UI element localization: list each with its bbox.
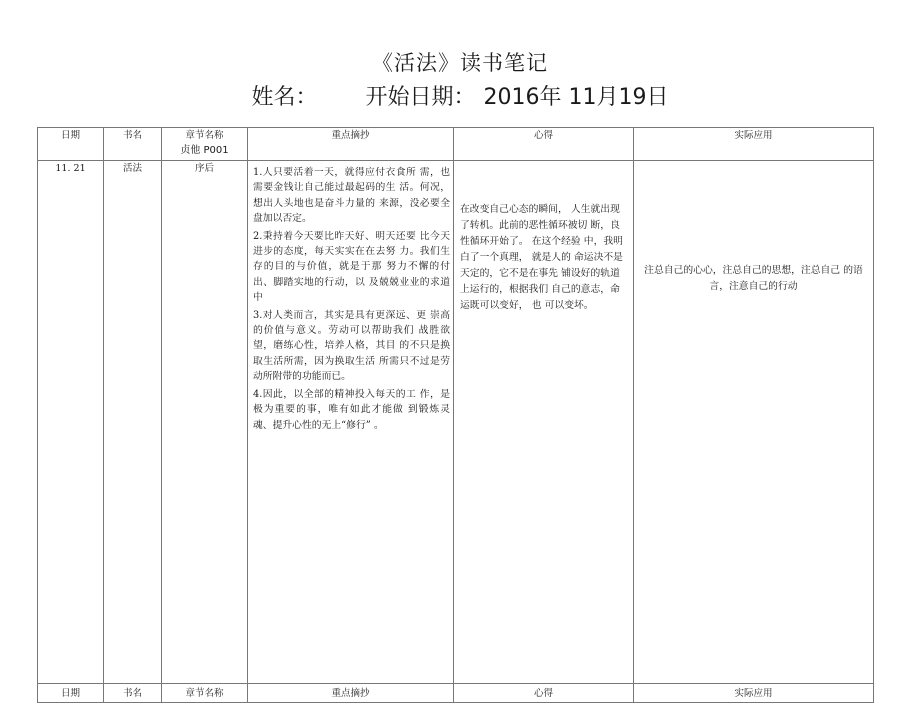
row-insight: 在改变自己心态的瞬间， 人生就出现了转机。此前的恶性循环被切 断，良性循环开始了。 在这个经验 中，我明白了一个真理， 就是人的 命运决不是天定的，它不是在事先 铺设好的轨道上运行的，根据我们 自己的意志，命运既可以变好， 也 可以变坏。 [454,161,634,684]
footer-header-insights: 心得 [454,684,634,703]
quote-item: 2.秉持着今天要比昨天好、明天还要 比今天进步的态度，每天实实在在去努 力。我们生存的目的与价值，就是于那 努力不懈的付出、脚踏实地的行动，以 及兢兢业业的求道中 [253,230,450,304]
footer-header-application: 实际应用 [634,684,874,703]
row-quotes [248,161,454,684]
header-book: 书名 [104,128,162,161]
document-info-line [0,80,920,111]
row-chapter: 序后 [162,161,248,684]
header-chapter-page: 贞他 P001 [180,145,229,156]
reading-notes-table [37,127,874,703]
table-row [38,161,874,684]
header-date: 日期 [38,128,104,161]
row-date: 11. 21 [38,161,104,684]
footer-header-quotes: 重点摘抄 [248,684,454,703]
header-chapter [162,128,248,161]
header-quotes: 重点摘抄 [248,128,454,161]
start-date-label: 开始日期： [365,85,476,110]
header-insights: 心得 [454,128,634,161]
row-book: 活法 [104,161,162,684]
header-chapter-label: 章节名称 [185,130,224,141]
header-application: 实际应用 [634,128,874,161]
footer-header-date: 日期 [38,684,104,703]
start-date-value: 2016年 11月19日 [483,85,669,110]
footer-header-chapter: 章节名称 [162,684,248,703]
quote-item: 4.因此，以全部的精神投入每天的工 作，是极为重要的事，唯有如此才能做 到锻炼灵魂、提升心性的无上“修行” 。 [253,388,450,431]
name-label: 姓名： [251,85,318,110]
row-application: 注总自己的心心，注总自己的思想，注总自己 的语言，注意自己的行动 [634,161,874,684]
table-header-row [38,128,874,161]
table-footer-header-row [38,684,874,703]
quote-item: 3.对人类而言，其实是具有更深远、更 崇高的价值与意义。劳动可以帮助我们 战胜欲望，磨练心性，培养人格，其目 的不只是换取生活所需，因为换取生活 所需只不过是劳动所附带的功能而已。 [253,309,450,383]
quote-item: 1.人只要活着一天，就得应付衣食所 需，也需要金钱让自己能过最起码的生 活。何况，想出人头地也是奋斗力量的 来源，没必要全盘加以否定。 [253,167,450,225]
footer-header-book: 书名 [104,684,162,703]
document-title: 《活法》读书笔记 [372,51,548,75]
